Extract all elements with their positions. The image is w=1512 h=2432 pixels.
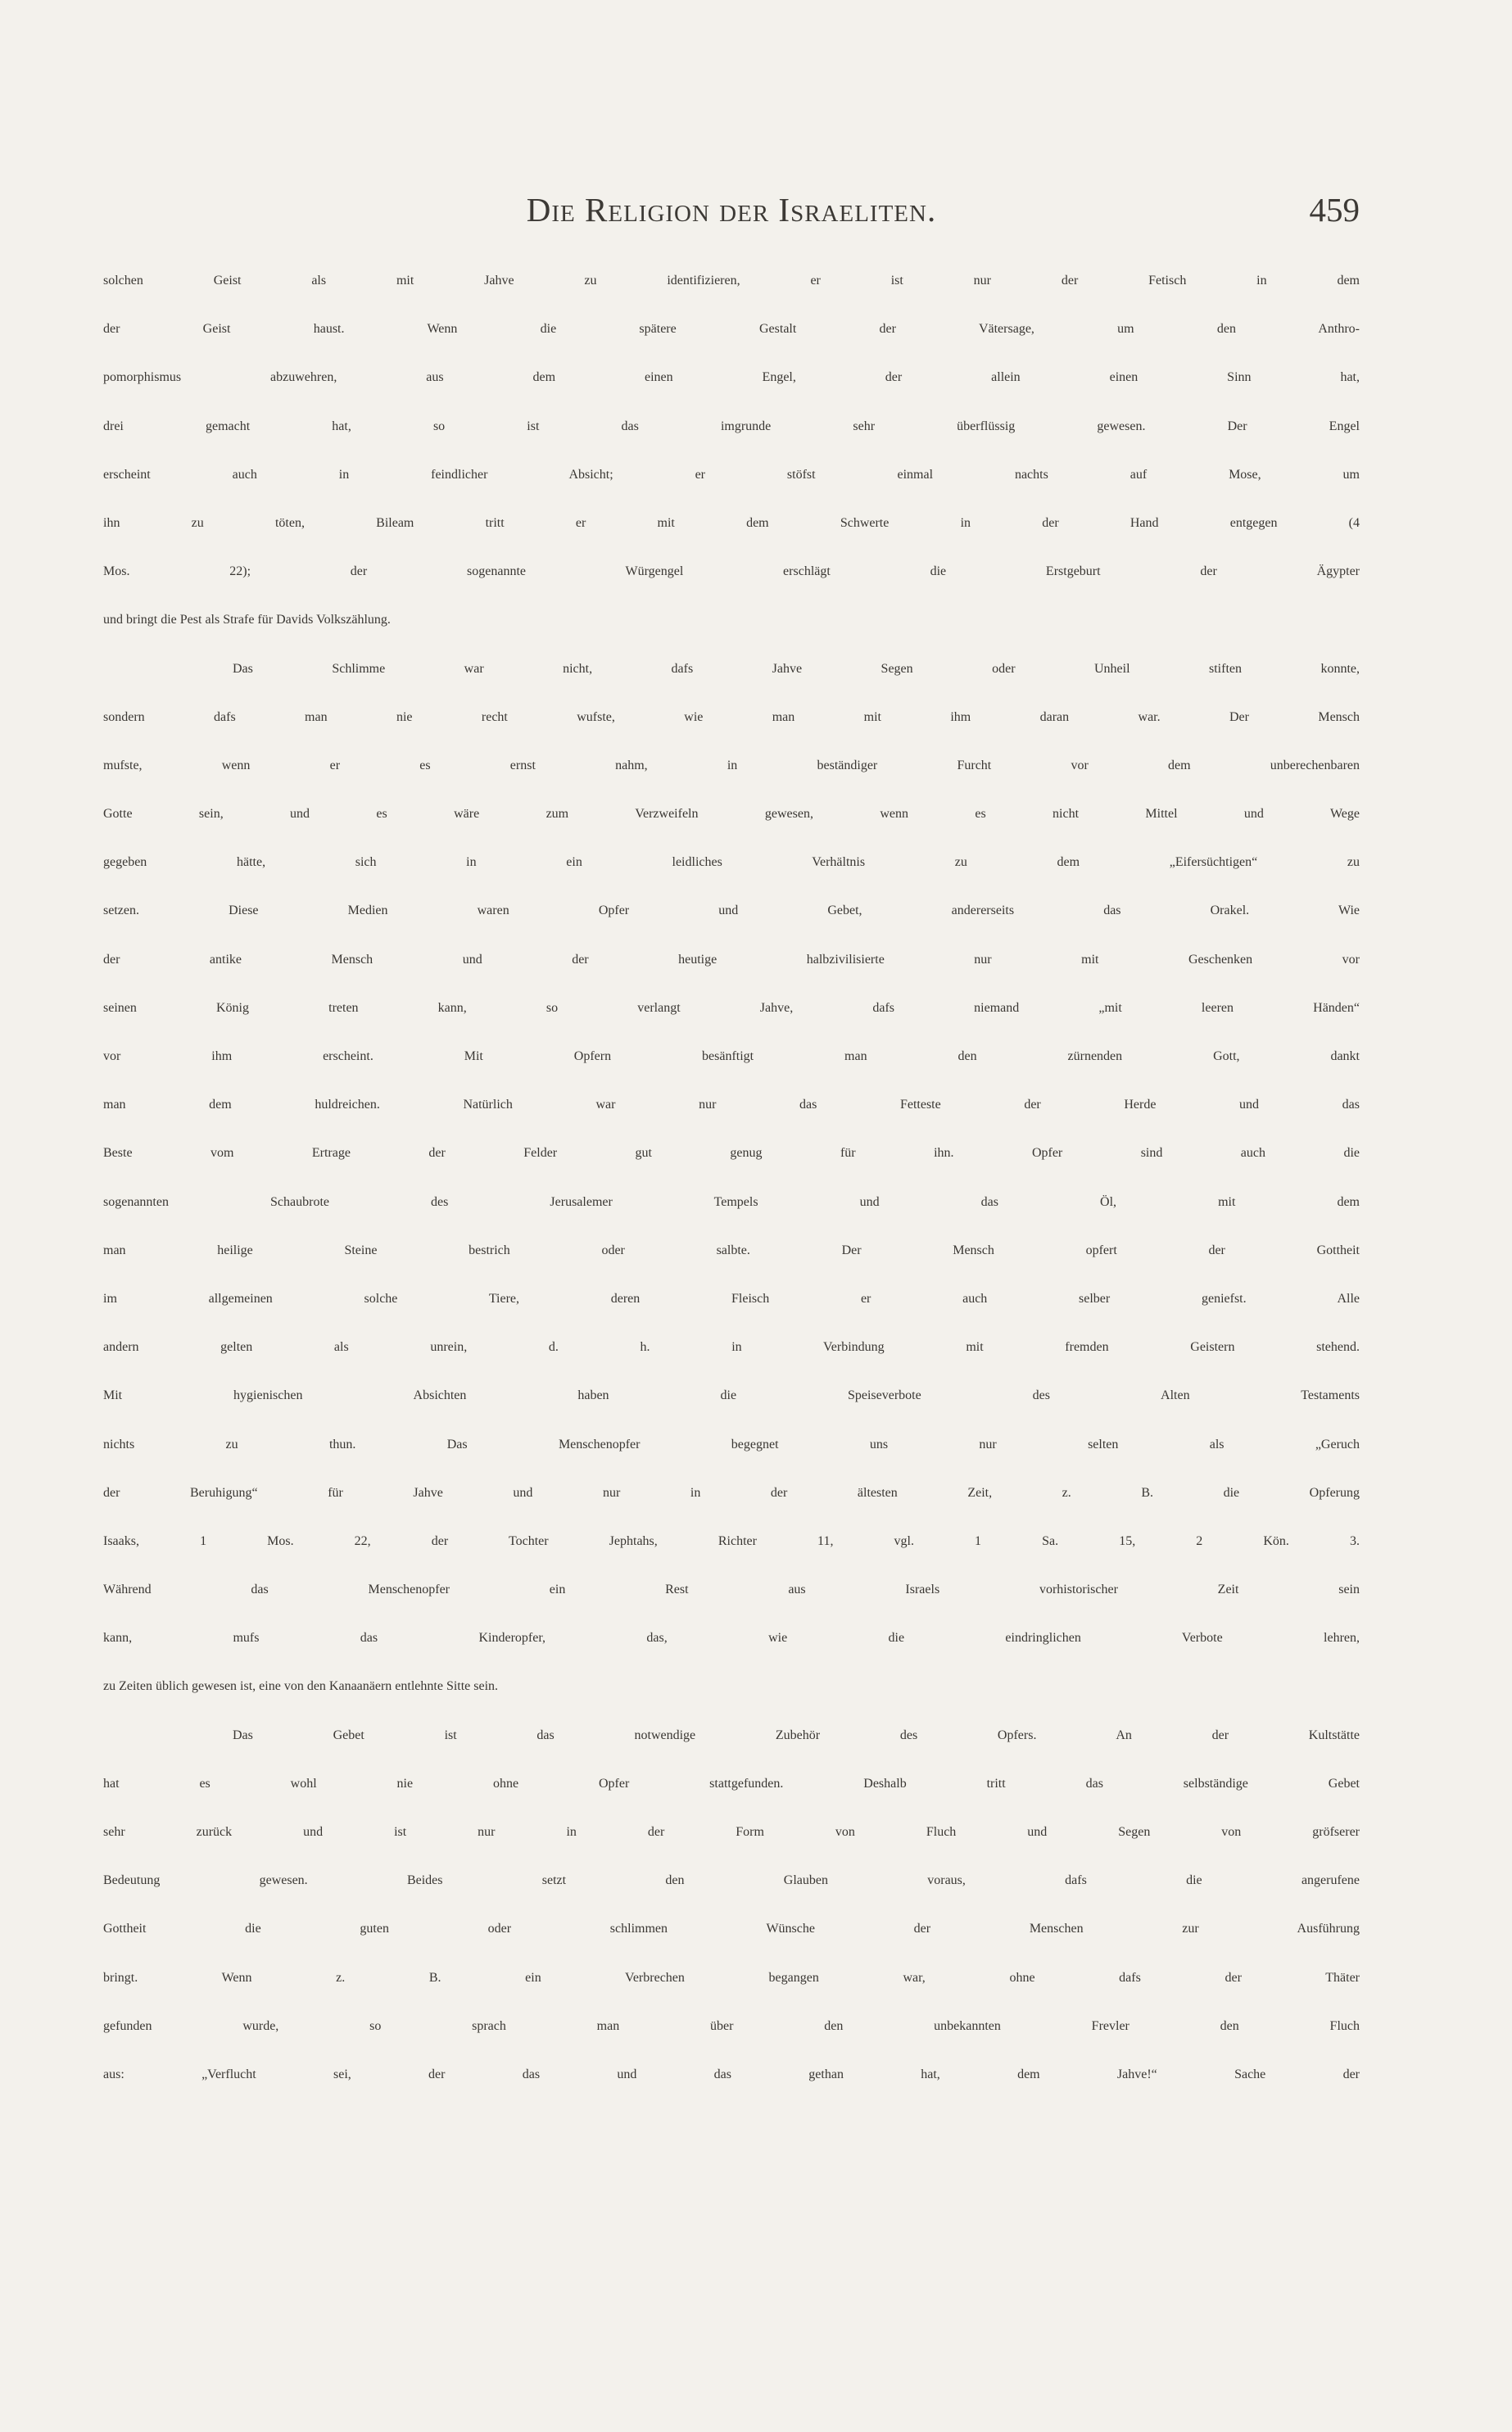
- text-line: kann, mufs das Kinderopfer, das, wie die eindringlichen Verbote lehren,: [103, 1631, 1360, 1646]
- text-line: hat es wohl nie ohne Opfer stattgefunden. Deshalb tritt das selbständige Gebet: [103, 1776, 1360, 1791]
- text-line: gefunden wurde, so sprach man über den unbekannten Frevler den Fluch: [103, 2018, 1360, 2033]
- text-line: erscheint auch in feindlicher Absicht; er stöfst einmal nachts auf Mose, um: [103, 467, 1360, 482]
- text-line: zu Zeiten üblich gewesen ist, eine von den Kanaanäern entlehnte Sitte sein.: [103, 1679, 499, 1694]
- text-line: sehr zurück und ist nur in der Form von Fluch und Segen von gröfserer: [103, 1825, 1360, 1839]
- text-line: aus: „Verflucht sei, der das und das gethan hat, dem Jahve!“ Sache der: [103, 2067, 1360, 2081]
- text-line: pomorphismus abzuwehren, aus dem einen Engel, der allein einen Sinn hat,: [103, 370, 1360, 385]
- text-line: Isaaks, 1 Mos. 22, der Tochter Jephtahs, Richter 11, vgl. 1 Sa. 15, 2 Kön. 3.: [103, 1533, 1360, 1548]
- text-line: andern gelten als unrein, d. h. in Verbindung mit fremden Geistern stehend.: [103, 1340, 1360, 1355]
- text-line: der Geist haust. Wenn die spätere Gestalt der Vätersage, um den Anthro-: [103, 322, 1360, 337]
- text-line: Das Gebet ist das notwendige Zubehör des Opfers. An der Kultstätte: [233, 1728, 1360, 1742]
- body-text: [103, 274, 1360, 2116]
- text-line: solchen Geist als mit Jahve zu identifizieren, er ist nur der Fetisch in dem: [103, 274, 1360, 288]
- running-title: Die Religion der Israeliten.: [526, 191, 937, 229]
- text-line: sogenannten Schaubrote des Jerusalemer Tempels und das Öl, mit dem: [103, 1194, 1360, 1209]
- running-head: [103, 190, 1360, 247]
- text-line: nichts zu thun. Das Menschenopfer begegnet uns nur selten als „Geruch: [103, 1437, 1360, 1452]
- text-line: man dem huldreichen. Natürlich war nur das Fetteste der Herde und das: [103, 1098, 1360, 1112]
- text-line: gegeben hätte, sich in ein leidliches Verhältnis zu dem „Eifersüchtigen“ zu: [103, 855, 1360, 870]
- text-line: der antike Mensch und der heutige halbzivilisierte nur mit Geschenken vor: [103, 952, 1360, 967]
- text-line: Mit hygienischen Absichten haben die Speiseverbote des Alten Testaments: [103, 1388, 1360, 1403]
- text-line: Beste vom Ertrage der Felder gut genug für ihn. Opfer sind auch die: [103, 1146, 1360, 1161]
- text-line: man heilige Steine bestrich oder salbte. Der Mensch opfert der Gottheit: [103, 1243, 1360, 1257]
- text-line: Bedeutung gewesen. Beides setzt den Glauben voraus, dafs die angerufene: [103, 1873, 1360, 1888]
- text-line: Gottheit die guten oder schlimmen Wünsche der Menschen zur Ausführung: [103, 1922, 1360, 1936]
- text-line: drei gemacht hat, so ist das imgrunde sehr überflüssig gewesen. Der Engel: [103, 419, 1360, 433]
- text-line: bringt. Wenn z. B. ein Verbrechen begangen war, ohne dafs der Thäter: [103, 1970, 1360, 1985]
- text-line: Gotte sein, und es wäre zum Verzweifeln gewesen, wenn es nicht Mittel und Wege: [103, 807, 1360, 822]
- text-line: mufste, wenn er es ernst nahm, in beständiger Furcht vor dem unberechenbaren: [103, 758, 1360, 772]
- text-line: im allgemeinen solche Tiere, deren Fleisch er auch selber geniefst. Alle: [103, 1291, 1360, 1306]
- text-line: ihn zu töten, Bileam tritt er mit dem Schwerte in der Hand entgegen (4: [103, 515, 1360, 530]
- text-line: und bringt die Pest als Strafe für Davids Volkszählung.: [103, 613, 391, 627]
- page-number: 459: [1309, 191, 1360, 229]
- text-line: sondern dafs man nie recht wufste, wie man mit ihm daran war. Der Mensch: [103, 709, 1360, 724]
- text-line: Das Schlimme war nicht, dafs Jahve Segen oder Unheil stiften konnte,: [233, 661, 1360, 676]
- text-line: vor ihm erscheint. Mit Opfern besänftigt man den zürnenden Gott, dankt: [103, 1049, 1360, 1063]
- text-line: seinen König treten kann, so verlangt Jahve, dafs niemand „mit leeren Händen“: [103, 1000, 1360, 1015]
- text-line: der Beruhigung“ für Jahve und nur in der ältesten Zeit, z. B. die Opferung: [103, 1485, 1360, 1500]
- text-line: setzen. Diese Medien waren Opfer und Gebet, andererseits das Orakel. Wie: [103, 904, 1360, 918]
- text-line: Während das Menschenopfer ein Rest aus Israels vorhistorischer Zeit sein: [103, 1583, 1360, 1597]
- text-line: Mos. 22); der sogenannte Würgengel erschlägt die Erstgeburt der Ägypter: [103, 564, 1360, 579]
